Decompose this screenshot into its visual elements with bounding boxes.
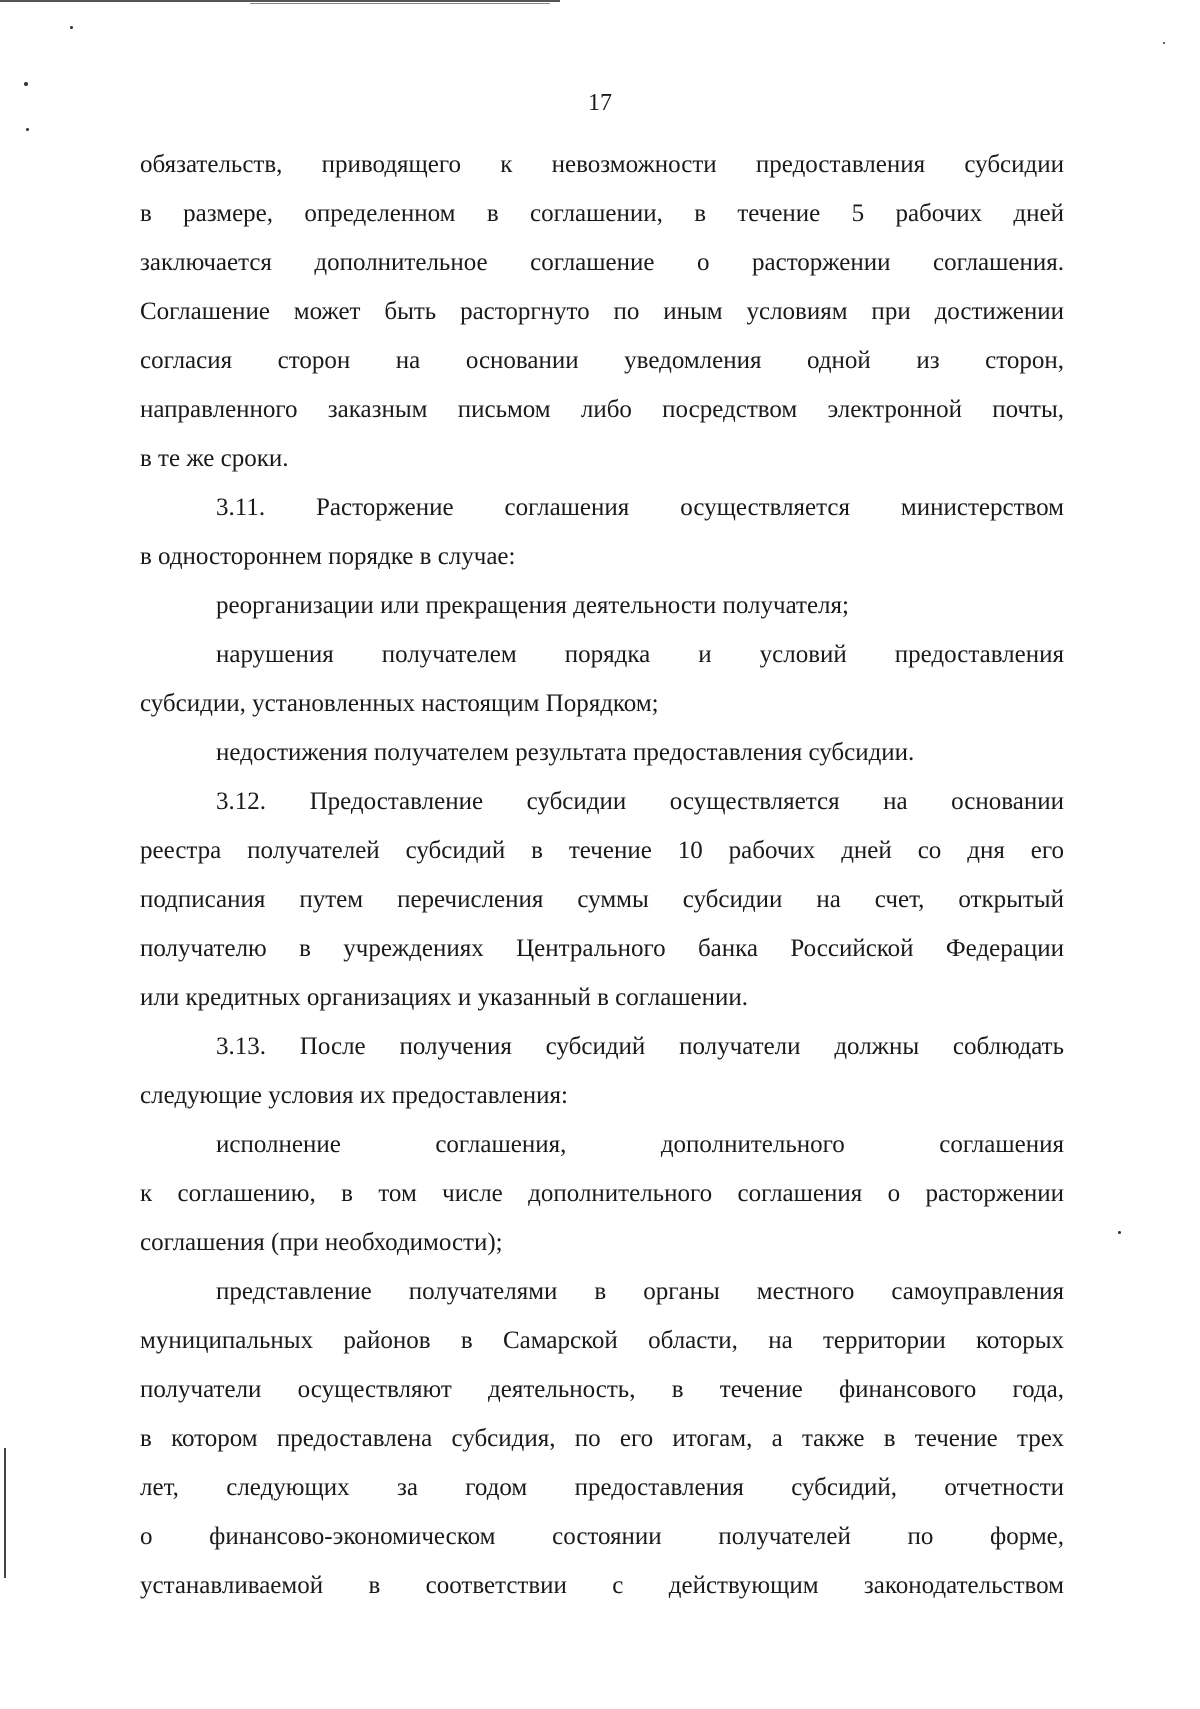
text-line: в котором предоставлена субсидия, по его итогам, а также в течение трех: [140, 1425, 1064, 1452]
text-line: в размере, определенном в соглашении, в течение 5 рабочих дней: [140, 200, 1064, 227]
text-line: 3.12. Предоставление субсидии осуществляется на основании: [216, 788, 1064, 815]
scan-artifact-dot: [1118, 1231, 1121, 1234]
text-line: муниципальных районов в Самарской области, на территории которых: [140, 1327, 1064, 1354]
text-line: устанавливаемой в соответствии с действующим законодательством: [140, 1572, 1064, 1599]
text-line: заключается дополнительное соглашение о расторжении соглашения.: [140, 249, 1064, 276]
text-line: представление получателями в органы местного самоуправления: [216, 1278, 1064, 1305]
text-line: субсидии, установленных настоящим Порядком;: [140, 690, 659, 717]
text-line: в одностороннем порядке в случае:: [140, 543, 516, 570]
text-line: лет, следующих за годом предоставления субсидий, отчетности: [140, 1474, 1064, 1501]
scan-artifact-dot: [26, 128, 29, 131]
text-line: реорганизации или прекращения деятельности получателя;: [216, 592, 849, 619]
text-line: 3.11. Расторжение соглашения осуществляется министерством: [216, 494, 1064, 521]
text-line: следующие условия их предоставления:: [140, 1082, 569, 1109]
text-line: в те же сроки.: [140, 445, 289, 472]
text-line: обязательств, приводящего к невозможности предоставления субсидии: [140, 151, 1064, 178]
text-line: о финансово-экономическом состоянии получателей по форме,: [140, 1523, 1064, 1550]
text-line: согласия сторон на основании уведомления одной из сторон,: [140, 347, 1064, 374]
text-line: исполнение соглашения, дополнительного соглашения: [216, 1131, 1064, 1158]
text-line: получателю в учреждениях Центрального банка Российской Федерации: [140, 935, 1064, 962]
text-line: недостижения получателем результата предоставления субсидии.: [216, 739, 915, 766]
page-number: 17: [588, 90, 612, 116]
text-line: соглашения (при необходимости);: [140, 1229, 503, 1256]
scan-artifact-line: [0, 0, 560, 2]
text-line: получатели осуществляют деятельность, в течение финансового года,: [140, 1376, 1064, 1403]
text-line: подписания путем перечисления суммы субсидии на счет, открытый: [140, 886, 1064, 913]
text-line: нарушения получателем порядка и условий предоставления: [216, 641, 1064, 668]
text-line: направленного заказным письмом либо посредством электронной почты,: [140, 396, 1064, 423]
text-line: Соглашение может быть расторгнуто по иным условиям при достижении: [140, 298, 1064, 325]
scan-artifact-dot: [70, 26, 73, 29]
document-body: [140, 140, 1064, 1610]
text-line: реестра получателей субсидий в течение 10 рабочих дней со дня его: [140, 837, 1064, 864]
scan-artifact-bar: [4, 1448, 6, 1578]
text-line: или кредитных организациях и указанный в соглашении.: [140, 984, 749, 1011]
scan-artifact-dot: [1163, 42, 1165, 44]
scan-artifact-line: [250, 3, 550, 4]
text-line: 3.13. После получения субсидий получатели должны соблюдать: [216, 1033, 1064, 1060]
text-line: к соглашению, в том числе дополнительного соглашения о расторжении: [140, 1180, 1064, 1207]
scan-artifact-dot: [24, 82, 28, 86]
